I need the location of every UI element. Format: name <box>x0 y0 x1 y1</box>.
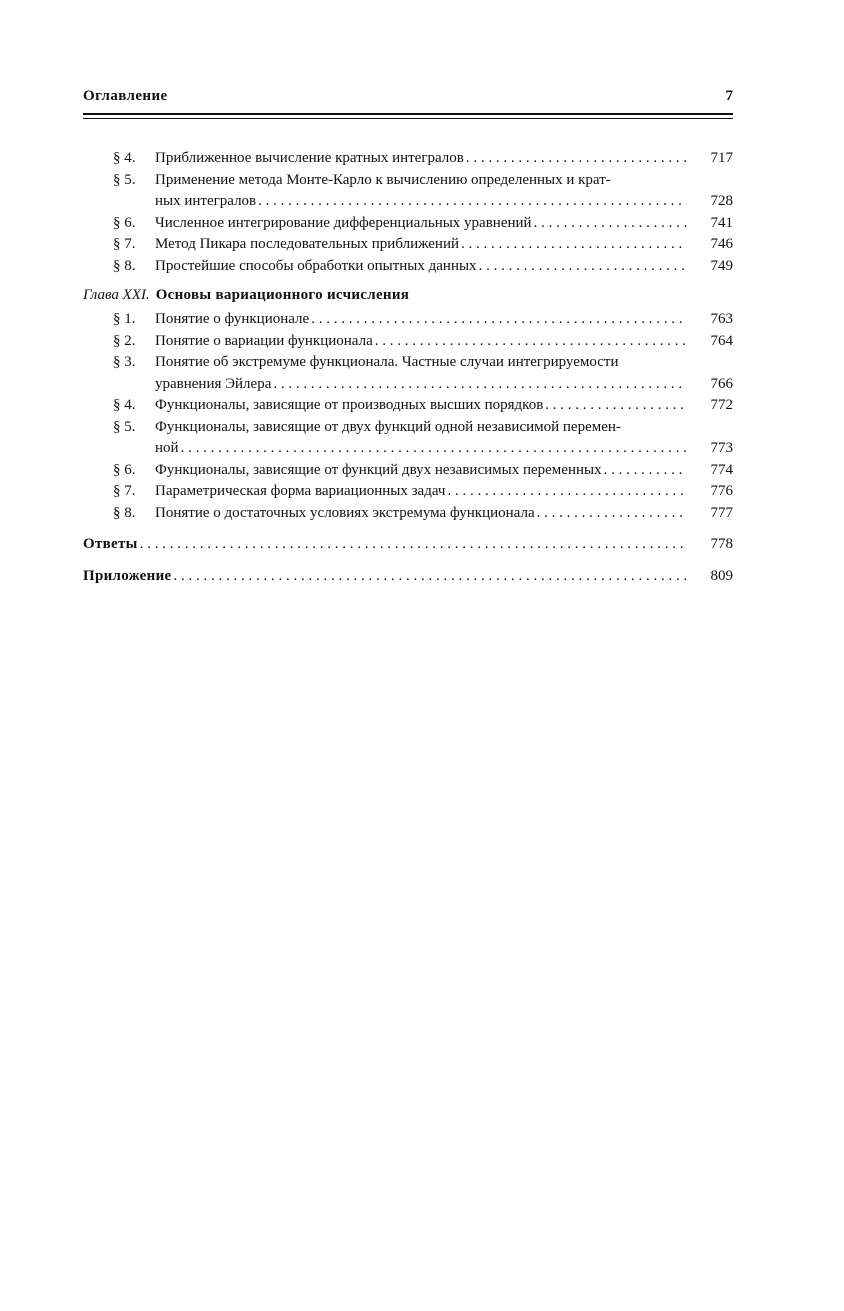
toc-entry-continuation[interactable] <box>113 438 733 460</box>
toc-entry[interactable] <box>113 170 733 192</box>
chapter-label: Глава XXI. <box>83 287 150 303</box>
leader-dots <box>534 213 687 235</box>
toc-entry-appendix[interactable] <box>83 560 733 592</box>
leader-dots <box>258 191 687 213</box>
section-title-cont: уравнения Эйлера <box>155 375 272 392</box>
chapter-heading[interactable] <box>83 281 733 309</box>
section-number: § 7. <box>113 483 136 499</box>
toc-entry[interactable] <box>113 309 733 331</box>
leader-dots <box>537 503 687 525</box>
leader-dots <box>461 234 687 256</box>
section-page: 774 <box>710 461 733 478</box>
toc-entry[interactable] <box>113 481 733 503</box>
section-page: 773 <box>710 440 733 456</box>
toc-entry-continuation[interactable] <box>113 191 733 213</box>
section-title: Функционалы, зависящие от двух функций одной независимой перемен- <box>155 418 621 435</box>
section-number: § 2. <box>113 332 136 349</box>
section-number: § 4. <box>113 150 136 166</box>
running-header <box>83 88 733 110</box>
section-number: § 8. <box>113 257 136 274</box>
section-page: 741 <box>710 214 733 231</box>
table-of-contents <box>83 148 733 592</box>
section-title: Метод Пикара последовательных приближений <box>155 236 460 252</box>
chapter-title: Основы вариационного исчисления <box>155 287 410 303</box>
leader-dots <box>375 331 687 353</box>
answers-page: 778 <box>710 536 733 552</box>
section-title: Понятие об экстремуме функционала. Частные случаи интегрируемости <box>155 354 619 370</box>
section-title: Простейшие способы обработки опытных данных <box>155 257 477 274</box>
section-number: § 5. <box>113 418 136 435</box>
section-page: 763 <box>710 311 733 327</box>
section-page: 776 <box>710 483 733 499</box>
toc-entry-continuation[interactable] <box>113 374 733 396</box>
leader-dots <box>173 560 687 592</box>
toc-entry[interactable] <box>113 256 733 278</box>
section-page: 746 <box>710 236 733 252</box>
header-rule-thick <box>83 113 733 115</box>
section-number: § 8. <box>113 504 136 521</box>
toc-entry[interactable] <box>113 460 733 482</box>
leader-dots <box>479 256 687 278</box>
toc-entry-answers[interactable] <box>83 528 733 560</box>
section-page: 766 <box>710 375 733 392</box>
section-page: 749 <box>710 257 733 274</box>
leader-dots <box>181 438 687 460</box>
leader-dots <box>447 481 687 503</box>
section-title: Понятие о функционале <box>155 311 310 327</box>
toc-entry[interactable] <box>113 503 733 525</box>
toc-entry[interactable] <box>113 417 733 439</box>
section-title-cont: ной <box>155 440 179 456</box>
toc-entry[interactable] <box>113 352 733 374</box>
answers-label: Ответы <box>83 536 138 552</box>
section-number: § 4. <box>113 397 136 413</box>
leader-dots <box>545 395 687 417</box>
section-number: § 7. <box>113 236 136 252</box>
section-page: 717 <box>710 150 733 166</box>
section-title: Функционалы, зависящие от производных высших порядков <box>155 397 544 413</box>
section-number: § 1. <box>113 311 136 327</box>
section-page: 764 <box>710 332 733 349</box>
section-page: 728 <box>710 193 733 209</box>
section-title: Понятие о вариации функционала <box>155 332 373 349</box>
header-page-number: 7 <box>725 88 733 104</box>
toc-entry[interactable] <box>113 213 733 235</box>
section-title: Применение метода Монте-Карло к вычислению определенных и крат- <box>155 171 611 188</box>
header-rule-thin <box>83 118 733 119</box>
section-title: Численное интегрирование дифференциальных уравнений <box>155 214 532 231</box>
appendix-label: Приложение <box>83 568 172 584</box>
leader-dots <box>311 309 687 331</box>
section-number: § 6. <box>113 214 136 231</box>
section-number: § 3. <box>113 354 136 370</box>
leader-dots <box>273 374 687 396</box>
section-number: § 5. <box>113 171 136 188</box>
header-title: Оглавление <box>83 88 168 104</box>
section-number: § 6. <box>113 461 136 478</box>
leader-dots <box>466 148 687 170</box>
leader-dots <box>604 460 687 482</box>
toc-entry[interactable] <box>113 234 733 256</box>
section-title-cont: ных интегралов <box>155 193 257 209</box>
leader-dots <box>140 528 687 560</box>
section-title: Функционалы, зависящие от функций двух независимых переменных <box>155 461 602 478</box>
appendix-page: 809 <box>710 568 733 584</box>
toc-entry[interactable] <box>113 395 733 417</box>
toc-entry[interactable] <box>113 331 733 353</box>
section-page: 772 <box>710 397 733 413</box>
section-title: Понятие о достаточных условиях экстремума функционала <box>155 504 535 521</box>
section-title: Приближенное вычисление кратных интегралов <box>155 150 464 166</box>
section-title: Параметрическая форма вариационных задач <box>155 483 446 499</box>
toc-entry[interactable] <box>113 148 733 170</box>
section-page: 777 <box>710 504 733 521</box>
